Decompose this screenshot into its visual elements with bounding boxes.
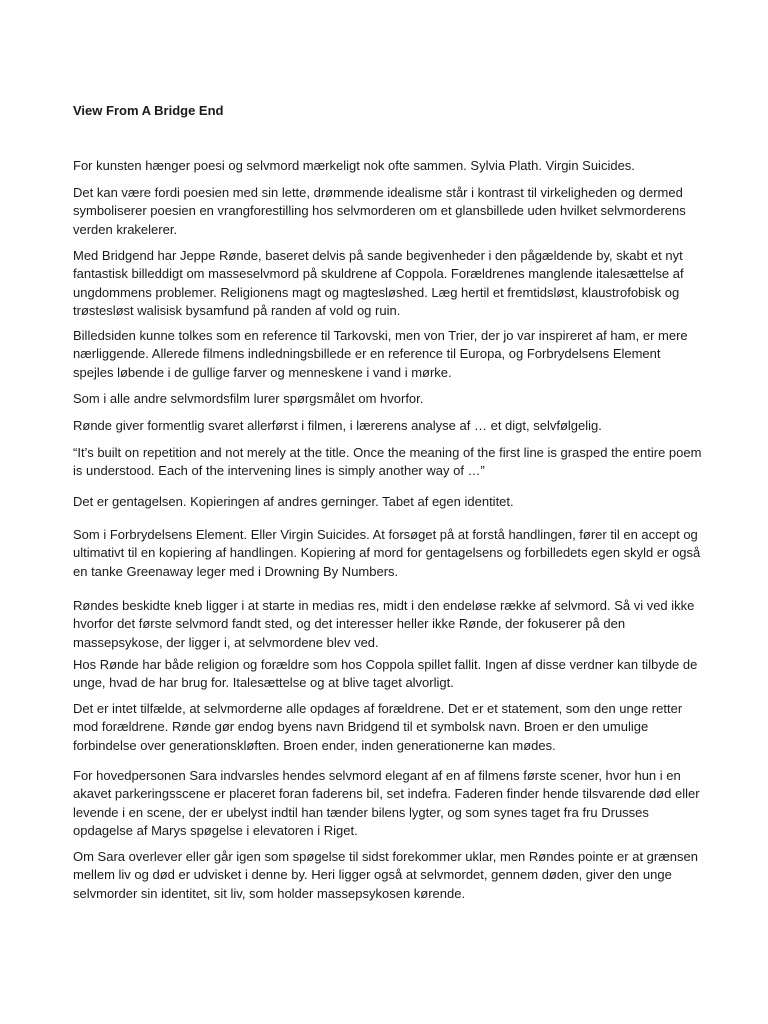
paragraph-4: Billedsiden kunne tolkes som en reference til Tarkovski, men von Trier, der jo var inspireret af ham, er mere nærliggende. Allerede filmens indledningsbillede er en reference til Europa, og Forbrydelsens Element spejles løbende i de gullige farver og menneskene i vand i mørke. — [73, 328, 688, 380]
document-title: View From A Bridge End — [73, 103, 224, 118]
paragraph-3: Med Bridgend har Jeppe Rønde, baseret delvis på sande begivenheder i den pågældende by, skabt et nyt fantastisk billeddigt om masseselvmord på skuldrene af Coppola. Forældrenes manglende italesættelse af ungdommens problemer. Religionens magt og magtesløshed. Læg hertil et fremtidsløst, klaustrofobisk og trøstesløst walisisk bysamfund på randen af vold og ruin. — [73, 248, 684, 318]
paragraph-6: Rønde giver formentlig svaret allerførst i filmen, i lærerens analyse af … et digt, selvfølgelig. — [73, 418, 602, 433]
paragraph-14: Om Sara overlever eller går igen som spøgelse til sidst forekommer uklar, men Røndes pointe er at grænsen mellem liv og død er udvisket i denne by. Heri ligger også at selvmordet, gennem døden, giver den unge selvmorder sin identitet, sit liv, som holder massepsykosen kørende. — [73, 849, 698, 901]
paragraph-7: “It’s built on repetition and not merely at the title. Once the meaning of the first line is grasped the entire poem is understood. Each of the intervening lines is simply another way of …” — [73, 445, 702, 479]
paragraph-5: Som i alle andre selvmordsfilm lurer spørgsmålet om hvorfor. — [73, 391, 424, 406]
paragraph-8: Det er gentagelsen. Kopieringen af andres gerninger. Tabet af egen identitet. — [73, 494, 514, 509]
paragraph-10: Røndes beskidte kneb ligger i at starte in medias res, midt i den endeløse række af selvmord. Så vi ved ikke hvorfor det første selvmord fandt sted, og det interesser heller ikke Rønde, der fokuserer på den massepsykose, der ligger i, at selvmordene blev ved. — [73, 598, 695, 650]
paragraph-11: Hos Rønde har både religion og forældre som hos Coppola spillet fallit. Ingen af disse verdner kan tilbyde de unge, hvad de har brug for. Italesættelse og at blive taget alvorligt. — [73, 657, 698, 691]
paragraph-2: Det kan være fordi poesien med sin lette, drømmende idealisme står i kontrast til virkeligheden og dermed symboliserer poesien en vrangforestilling hos selvmorderen om et glansbillede uden hvilket selvmorderens verden krakelerer. — [73, 185, 686, 237]
paragraph-13: For hovedpersonen Sara indvarsles hendes selvmord elegant af en af filmens første scener, hvor hun i en akavet parkeringsscene er placeret foran faderens bil, set indefra. Faderen finder hende tilsvarende død eller levende i en scene, der er ubelyst indtil han tænder bilens lygter, og som synes taget fra fru Drusses opdagelse af Marys spøgelse i elevatoren i Riget. — [73, 768, 700, 838]
paragraph-9: Som i Forbrydelsens Element. Eller Virgin Suicides. At forsøget på at forstå handlingen, fører til en accept og ultimativt til en kopiering af handlingen. Kopiering af mord for gentagelsens og forbilledets egen skyld er også en tanke Greenaway leger med i Drowning By Numbers. — [73, 527, 701, 579]
paragraph-12: Det er intet tilfælde, at selvmorderne alle opdages af forældrene. Det er et statement, som den unge retter mod forældrene. Rønde gør endog byens navn Bridgend til et symbolsk navn. Broen er den umulige forbindelse over generationskløften. Broen ender, inden generationerne kan mødes. — [73, 701, 683, 753]
paragraph-1: For kunsten hænger poesi og selvmord mærkeligt nok ofte sammen. Sylvia Plath. Virgin Suicides. — [73, 158, 635, 173]
